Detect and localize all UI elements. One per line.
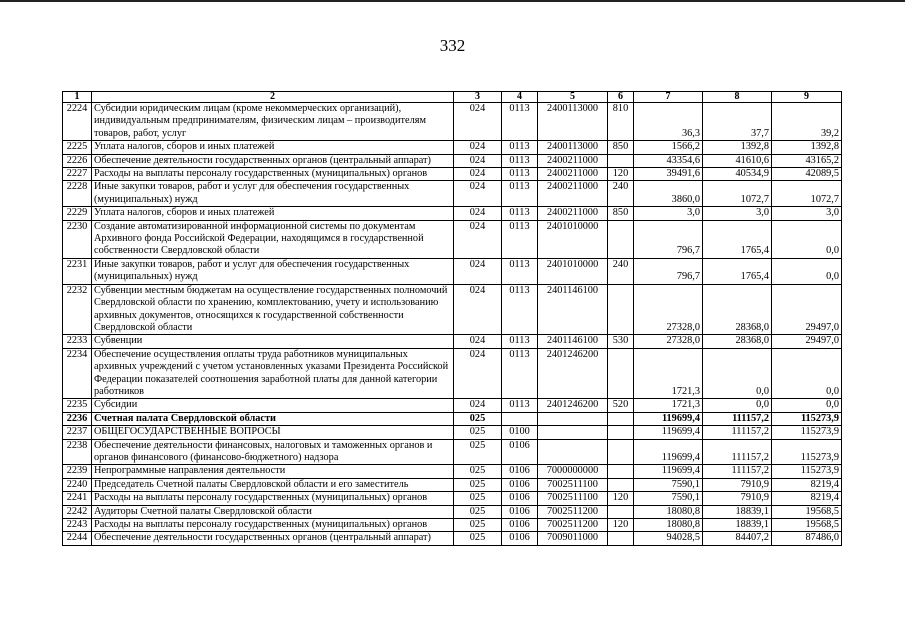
row-number: 2242 [63,505,92,518]
row-number: 2236 [63,412,92,425]
code-6: 240 [608,181,634,207]
row-number: 2240 [63,478,92,491]
column-header: 7 [634,92,703,103]
row-number: 2229 [63,207,92,220]
code-4: 0113 [502,154,538,167]
amount-9: 0,0 [772,258,842,284]
row-number: 2227 [63,168,92,181]
code-5: 2401010000 [538,220,608,258]
code-4: 0113 [502,258,538,284]
code-4: 0100 [502,426,538,439]
code-4: 0106 [502,505,538,518]
code-3: 024 [454,258,502,284]
code-4: 0113 [502,348,538,399]
amount-8: 1765,4 [703,220,772,258]
code-5: 7002511100 [538,492,608,505]
row-name: Субвенции местным бюджетам на осуществление государственных полномочий Свердловской области по хранению, комплектованию, учету и использованию архивных документов, относящихся к государственной собственности Свердловской области [92,284,454,335]
table-row [63,478,842,491]
code-3: 024 [454,399,502,412]
row-name: Субвенции [92,335,454,348]
amount-7: 119699,4 [634,412,703,425]
amount-7: 796,7 [634,220,703,258]
row-number: 2224 [63,103,92,141]
row-number: 2228 [63,181,92,207]
code-4: 0113 [502,335,538,348]
table-row [63,284,842,335]
code-6: 810 [608,103,634,141]
amount-7: 119699,4 [634,439,703,465]
code-4: 0113 [502,181,538,207]
row-name: Иные закупки товаров, работ и услуг для обеспечения государственных (муниципальных) нужд [92,181,454,207]
column-header: 3 [454,92,502,103]
table-row [63,168,842,181]
code-5: 2400211000 [538,207,608,220]
amount-9: 1072,7 [772,181,842,207]
amount-9: 8219,4 [772,478,842,491]
column-header: 6 [608,92,634,103]
row-number: 2244 [63,532,92,545]
row-number: 2241 [63,492,92,505]
code-3: 024 [454,154,502,167]
row-name: Счетная палата Свердловской области [92,412,454,425]
amount-7: 27328,0 [634,335,703,348]
code-6 [608,284,634,335]
code-5: 2401146100 [538,284,608,335]
amount-9: 19568,5 [772,505,842,518]
code-6 [608,465,634,478]
table-row [63,103,842,141]
amount-7: 27328,0 [634,284,703,335]
code-3: 025 [454,439,502,465]
amount-8: 41610,6 [703,154,772,167]
row-name: Создание автоматизированной информационной системы по документам Архивного фонда Российской Федерации, находящимся в государственной собственности Свердловской области [92,220,454,258]
code-4: 0106 [502,492,538,505]
budget-table [62,91,842,546]
amount-7: 94028,5 [634,532,703,545]
code-4: 0113 [502,399,538,412]
code-3: 025 [454,492,502,505]
amount-8: 40534,9 [703,168,772,181]
code-5: 2401010000 [538,258,608,284]
code-3: 024 [454,103,502,141]
amount-7: 7590,1 [634,492,703,505]
table-row [63,505,842,518]
amount-8: 18839,1 [703,519,772,532]
amount-9: 42089,5 [772,168,842,181]
code-4: 0106 [502,465,538,478]
row-name: Аудиторы Счетной палаты Свердловской области [92,505,454,518]
code-6: 520 [608,399,634,412]
row-name: Расходы на выплаты персоналу государственных (муниципальных) органов [92,492,454,505]
column-header: 5 [538,92,608,103]
code-3: 024 [454,141,502,154]
amount-9: 29497,0 [772,335,842,348]
amount-9: 0,0 [772,348,842,399]
amount-9: 115273,9 [772,426,842,439]
table-row [63,154,842,167]
row-name: Обеспечение деятельности государственных органов (центральный аппарат) [92,532,454,545]
code-5: 2400211000 [538,168,608,181]
code-5: 2400211000 [538,154,608,167]
code-6: 120 [608,492,634,505]
row-name: Расходы на выплаты персоналу государственных (муниципальных) органов [92,519,454,532]
column-header: 9 [772,92,842,103]
code-6: 120 [608,168,634,181]
table-row [63,399,842,412]
code-6: 240 [608,258,634,284]
code-5 [538,412,608,425]
row-name: Уплата налогов, сборов и иных платежей [92,141,454,154]
code-4: 0113 [502,207,538,220]
code-6 [608,154,634,167]
code-5: 7002511200 [538,519,608,532]
row-number: 2237 [63,426,92,439]
code-6 [608,412,634,425]
code-4: 0113 [502,220,538,258]
row-name: Обеспечение осуществления оплаты труда работников муниципальных архивных учреждений с учетом установленных указами Президента Российской Федерации показателей соотношения заработной платы для данной категории работников [92,348,454,399]
code-5: 2400113000 [538,141,608,154]
code-4: 0113 [502,103,538,141]
row-number: 2232 [63,284,92,335]
table-row [63,181,842,207]
amount-7: 1566,2 [634,141,703,154]
code-6: 850 [608,207,634,220]
code-5 [538,439,608,465]
code-6 [608,348,634,399]
code-5 [538,426,608,439]
amount-8: 111157,2 [703,426,772,439]
amount-8: 7910,9 [703,478,772,491]
code-4: 0106 [502,519,538,532]
code-5: 2401246200 [538,348,608,399]
code-6 [608,505,634,518]
code-5: 7009011000 [538,532,608,545]
row-name: Председатель Счетной палаты Свердловской области и его заместитель [92,478,454,491]
table-row [63,532,842,545]
page-number: 332 [439,36,466,55]
table-row [63,492,842,505]
code-3: 025 [454,426,502,439]
code-4: 0106 [502,478,538,491]
amount-9: 19568,5 [772,519,842,532]
code-5: 7002511100 [538,478,608,491]
code-3: 025 [454,412,502,425]
row-number: 2225 [63,141,92,154]
code-6 [608,426,634,439]
code-6 [608,439,634,465]
row-number: 2231 [63,258,92,284]
code-3: 024 [454,335,502,348]
code-6: 120 [608,519,634,532]
amount-8: 3,0 [703,207,772,220]
table-row [63,439,842,465]
amount-8: 7910,9 [703,492,772,505]
code-3: 025 [454,519,502,532]
header-row [63,92,842,103]
amount-7: 7590,1 [634,478,703,491]
amount-8: 111157,2 [703,439,772,465]
amount-8: 111157,2 [703,465,772,478]
amount-7: 796,7 [634,258,703,284]
row-name: Обеспечение деятельности финансовых, налоговых и таможенных органов и органов финансового (финансово-бюджетного) надзора [92,439,454,465]
amount-8: 1072,7 [703,181,772,207]
amount-9: 39,2 [772,103,842,141]
code-3: 024 [454,220,502,258]
column-header: 4 [502,92,538,103]
code-3: 024 [454,284,502,335]
column-header: 1 [63,92,92,103]
amount-9: 8219,4 [772,492,842,505]
amount-7: 119699,4 [634,465,703,478]
table-row [63,465,842,478]
code-3: 024 [454,348,502,399]
table-row [63,412,842,425]
table-row [63,207,842,220]
code-3: 024 [454,181,502,207]
row-name: Обеспечение деятельности государственных органов (центральный аппарат) [92,154,454,167]
table-row [63,335,842,348]
row-number: 2243 [63,519,92,532]
amount-8: 1392,8 [703,141,772,154]
amount-8: 0,0 [703,399,772,412]
code-4: 0113 [502,168,538,181]
code-4: 0106 [502,532,538,545]
code-6 [608,478,634,491]
code-6 [608,220,634,258]
row-number: 2235 [63,399,92,412]
amount-9: 0,0 [772,220,842,258]
amount-8: 28368,0 [703,284,772,335]
column-header: 8 [703,92,772,103]
amount-9: 115273,9 [772,465,842,478]
column-header: 2 [92,92,454,103]
code-5: 7000000000 [538,465,608,478]
row-name: Субсидии юридическим лицам (кроме некоммерческих организаций), индивидуальным предпринимателям, физическим лицам – производителям товаров, работ, услуг [92,103,454,141]
row-name: Расходы на выплаты персоналу государственных (муниципальных) органов [92,168,454,181]
amount-8: 28368,0 [703,335,772,348]
code-6: 850 [608,141,634,154]
code-4: 0106 [502,439,538,465]
row-name: Субсидии [92,399,454,412]
amount-8: 1765,4 [703,258,772,284]
code-5: 7002511200 [538,505,608,518]
row-number: 2226 [63,154,92,167]
amount-7: 36,3 [634,103,703,141]
row-number: 2239 [63,465,92,478]
table-row [63,348,842,399]
amount-9: 1392,8 [772,141,842,154]
amount-8: 84407,2 [703,532,772,545]
amount-8: 111157,2 [703,412,772,425]
amount-9: 3,0 [772,207,842,220]
amount-9: 0,0 [772,399,842,412]
code-5: 2401146100 [538,335,608,348]
amount-7: 3,0 [634,207,703,220]
row-name: Непрограммные направления деятельности [92,465,454,478]
code-3: 024 [454,168,502,181]
amount-8: 18839,1 [703,505,772,518]
table-row [63,220,842,258]
code-4: 0113 [502,141,538,154]
code-6: 530 [608,335,634,348]
table-row [63,519,842,532]
amount-9: 115273,9 [772,412,842,425]
amount-7: 1721,3 [634,399,703,412]
code-3: 025 [454,465,502,478]
code-5: 2400211000 [538,181,608,207]
amount-7: 18080,8 [634,505,703,518]
code-3: 024 [454,207,502,220]
amount-7: 43354,6 [634,154,703,167]
row-name: ОБЩЕГОСУДАРСТВЕННЫЕ ВОПРОСЫ [92,426,454,439]
row-name: Уплата налогов, сборов и иных платежей [92,207,454,220]
row-number: 2230 [63,220,92,258]
code-3: 025 [454,505,502,518]
row-number: 2238 [63,439,92,465]
amount-8: 37,7 [703,103,772,141]
code-5: 2401246200 [538,399,608,412]
amount-7: 39491,6 [634,168,703,181]
table-row [63,426,842,439]
amount-7: 119699,4 [634,426,703,439]
amount-7: 3860,0 [634,181,703,207]
row-name: Иные закупки товаров, работ и услуг для обеспечения государственных (муниципальных) нужд [92,258,454,284]
amount-9: 29497,0 [772,284,842,335]
code-5: 2400113000 [538,103,608,141]
row-number: 2233 [63,335,92,348]
amount-7: 18080,8 [634,519,703,532]
code-4: 0113 [502,284,538,335]
code-3: 025 [454,478,502,491]
amount-9: 115273,9 [772,439,842,465]
code-6 [608,532,634,545]
table-row [63,141,842,154]
amount-9: 43165,2 [772,154,842,167]
amount-9: 87486,0 [772,532,842,545]
code-4 [502,412,538,425]
amount-7: 1721,3 [634,348,703,399]
row-number: 2234 [63,348,92,399]
amount-8: 0,0 [703,348,772,399]
code-3: 025 [454,532,502,545]
table-row [63,258,842,284]
